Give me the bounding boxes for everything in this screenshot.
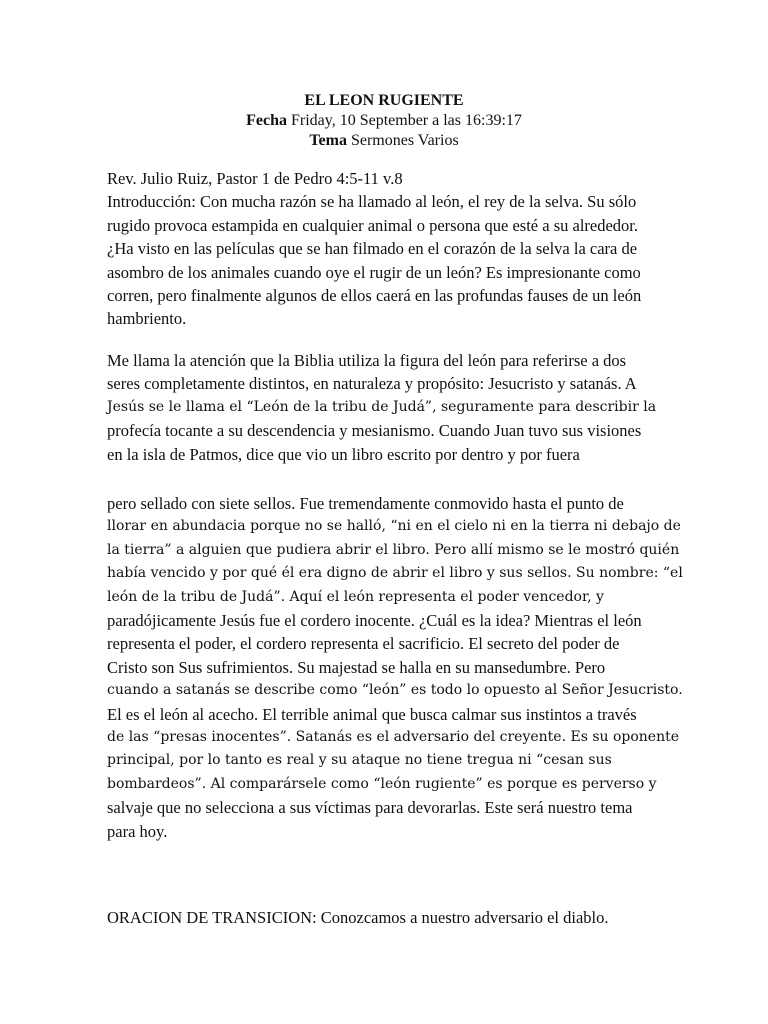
topic-value: Sermones Varios (350, 132, 459, 149)
text-line: león de la tribu de Judá”. Aquí el león representa el poder vencedor, y (107, 588, 604, 605)
date-label: Fecha (246, 112, 287, 129)
text-line: ¿Ha visto en las películas que se han filmado en el corazón de la selva la cara de (107, 239, 638, 259)
text-line: cuando a satanás se describe como “león” es todo lo opuesto al Señor Jesucristo. (107, 682, 683, 699)
text-line: bombardeos”. Al comparársele como “león rugiente” es porque es perverso y (107, 775, 657, 792)
text-line: salvaje que no selecciona a sus víctimas para devorarlas. Este será nuestro tema (107, 798, 633, 818)
text-line: para hoy. (107, 821, 168, 841)
text-line: seres completamente distintos, en naturaleza y propósito: Jesucristo y satanás. A (107, 374, 637, 394)
date-line (0, 111, 768, 131)
text-line: llorar en abundacia porque no se halló, “ni en el cielo ni en la tierra ni debajo de (107, 518, 681, 535)
text-line: rugido provoca estampida en cualquier animal o persona que esté a su alrededor. (107, 215, 639, 235)
text-line: hambriento. (107, 309, 187, 329)
text-line: paradójicamente Jesús fue el cordero inocente. ¿Cuál es la idea? Mientras el león (107, 611, 642, 631)
document-header (0, 91, 768, 151)
text-line: representa el poder, el cordero representa el sacrificio. El secreto del poder de (107, 634, 620, 654)
text-line: había vencido y por qué él era digno de abrir el libro y sus sellos. Su nombre: “el (107, 565, 683, 582)
document-title: EL LEON RUGIENTE (304, 92, 464, 109)
text-line: de las “presas inocentes”. Satanás es el adversario del creyente. Es su oponente (107, 729, 680, 746)
text-line: Rev. Julio Ruiz, Pastor 1 de Pedro 4:5-11 v.8 (107, 169, 403, 188)
transition-sentence (107, 906, 647, 929)
text-line: Cristo son Sus sufrimientos. Su majestad se halla en su mansedumbre. Pero (107, 657, 606, 677)
text-line: la tierra” a alguien que pudiera abrir el libro. Pero allí mismo se le mostró quién (107, 541, 680, 558)
text-line: corren, pero finalmente algunos de ellos caerá en las profundas fauses de un león (107, 286, 642, 306)
text-line: principal, por lo tanto es real y su ataque no tiene tregua ni “cesan sus (107, 752, 612, 769)
text-line: Jesús se le llama el “León de la tribu de Judá”, seguramente para describir la (107, 398, 657, 415)
text-line: en la isla de Patmos, dice que vio un libro escrito por dentro y por fuera (107, 444, 580, 464)
text-line: Me llama la atención que la Biblia utiliza la figura del león para referirse a dos (107, 351, 627, 370)
date-value: Friday, 10 September a las 16:39:17 (290, 112, 522, 129)
text-line: pero sellado con siete sellos. Fue tremendamente conmovido hasta el punto de (107, 494, 624, 513)
text-line: profecía tocante a su descendencia y mesianismo. Cuando Juan tuvo sus visiones (107, 421, 642, 441)
third-paragraph (107, 492, 683, 843)
intro-paragraph (107, 167, 647, 331)
second-paragraph (107, 349, 657, 466)
text-line: Introducción: Con mucha razón se ha llamado al león, el rey de la selva. Su sólo (107, 192, 637, 212)
text-line: asombro de los animales cuando oye el rugir de un león? Es impresionante como (107, 262, 641, 282)
topic-label: Tema (309, 132, 347, 149)
topic-line (0, 131, 768, 151)
text-line: El es el león al acecho. El terrible animal que busca calmar sus instintos a través (107, 704, 637, 724)
text-line: ORACION DE TRANSICION: Conozcamos a nuestro adversario el diablo. (107, 908, 609, 927)
